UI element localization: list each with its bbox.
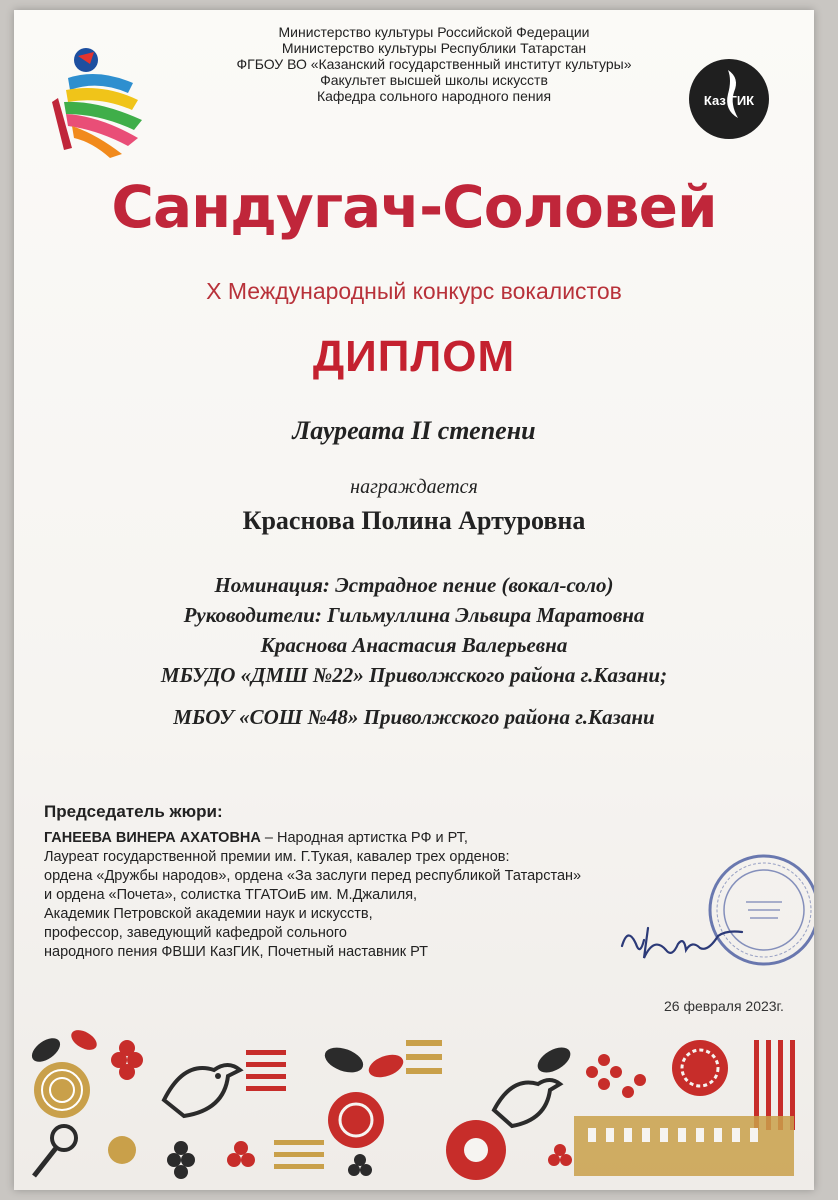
competition-title: Сандугач-Соловей: [111, 173, 717, 241]
awarded-label: награждается: [350, 476, 478, 498]
jury-chair-title: – Народная артистка РФ и РТ,: [260, 830, 468, 846]
diploma-heading: ДИПЛОМ: [312, 332, 516, 381]
music-school-line: МБУДО «ДМШ №22» Приволжского района г.Казани;: [160, 663, 668, 687]
jury-chair-name: ГАНЕЕВА ВИНЕРА АХАТОВНА: [44, 830, 261, 846]
kazgik-logo-text: Каз ГИК: [703, 93, 755, 108]
kazgik-logo: [688, 58, 770, 140]
chair-signature: [614, 906, 754, 976]
festival-logo: [38, 38, 168, 168]
organizer-line: Министерство культуры Республики Татарстан: [281, 40, 587, 56]
diploma-sheet: [14, 10, 814, 1190]
recipient-name: Краснова Полина Артуровна: [242, 506, 586, 535]
organizer-line: ФГБОУ ВО «Казанский государственный институт культуры»: [236, 56, 632, 72]
nomination-line: Номинация: Эстрадное пение (вокал-соло): [214, 573, 614, 597]
laureate-degree: Лауреата II степени: [292, 416, 536, 445]
jury-line: ордена «Дружбы народов», ордена «За заслуги перед республикой Татарстан»: [44, 868, 582, 884]
supervisors-line-2: Краснова Анастасия Валерьевна: [260, 633, 568, 657]
decorative-ornament-band: [14, 1020, 814, 1190]
award-date: 26 февраля 2023г.: [664, 998, 784, 1014]
organizers-header: [174, 24, 694, 104]
jury-line: Академик Петровской академии наук и искусств,: [44, 906, 373, 922]
competition-subtitle: X Международный конкурс вокалистов: [206, 278, 622, 304]
jury-heading: Председатель жюри:: [44, 802, 223, 821]
supervisors-line: Руководители: Гильмуллина Эльвира Маратовна: [183, 603, 645, 627]
jury-line: и ордена «Почета», солистка ТГАТОиБ им. М.Джалиля,: [44, 887, 418, 903]
school-line: МБОУ «СОШ №48» Приволжского района г.Казани: [173, 705, 655, 729]
jury-line: народного пения ФВШИ КазГИК, Почетный наставник РТ: [44, 944, 429, 960]
organizer-line: Министерство культуры Российской Федерации: [278, 24, 590, 40]
organizer-line: Кафедра сольного народного пения: [316, 88, 552, 104]
jury-line: профессор, заведующий кафедрой сольного: [44, 925, 347, 941]
organizer-line: Факультет высшей школы искусств: [320, 72, 548, 88]
award-details: [14, 570, 814, 732]
jury-line: Лауреат государственной премии им. Г.Тукая, кавалер трех орденов:: [44, 849, 510, 865]
